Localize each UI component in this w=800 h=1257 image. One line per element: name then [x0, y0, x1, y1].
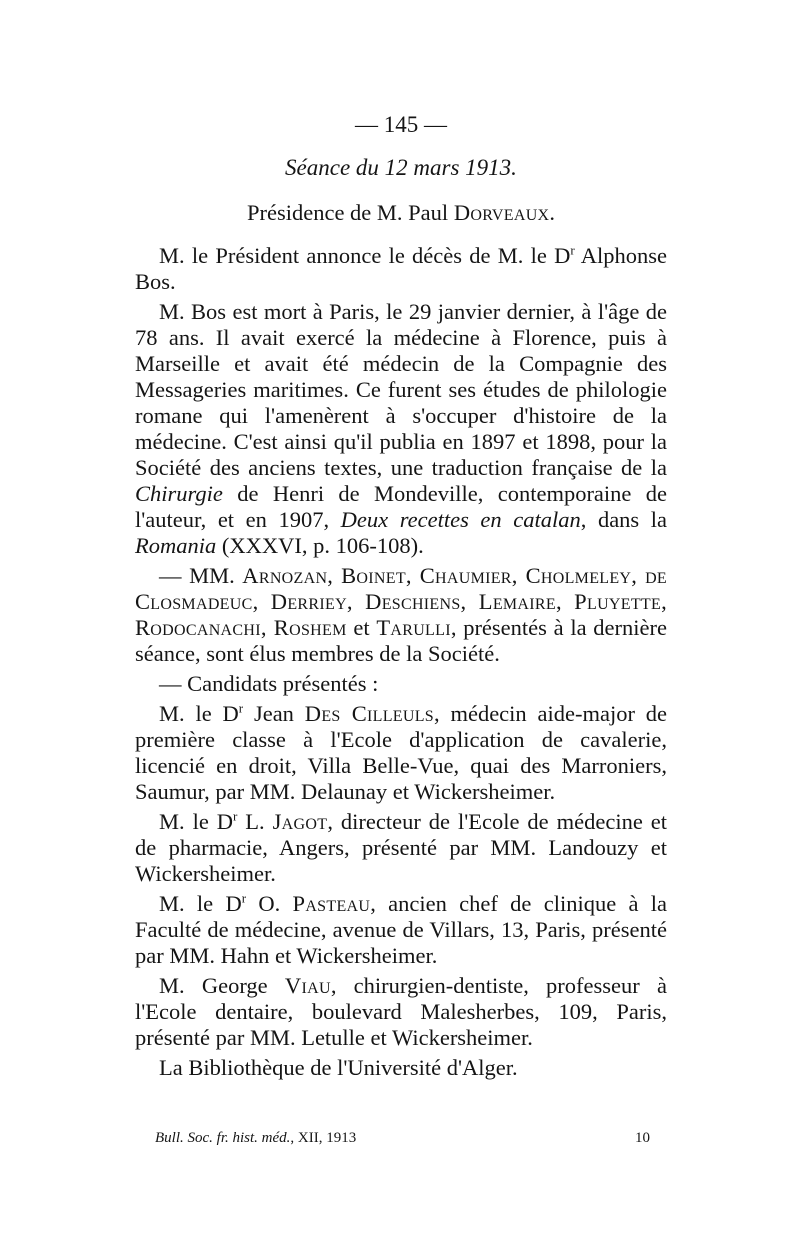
text-span: O.: [246, 891, 293, 916]
text-span: , chirurgien-dentiste, professeur à l'Ecole dentaire, boulevard Malesherbes, 109, Paris, présenté par MM. Letulle et Wickersheimer.: [135, 973, 667, 1050]
member-names: Tarulli: [376, 615, 451, 640]
text-span: M. le D: [159, 891, 242, 916]
text-span: M. le D: [159, 701, 239, 726]
text-span: , présentés à la dernière séance, sont élus membres de la Société.: [135, 615, 667, 666]
text-span: L.: [237, 809, 273, 834]
work-title: Chirurgie: [135, 481, 223, 506]
text-span: — MM.: [159, 563, 243, 588]
text-span: M. le Président annonce le décès de M. le D: [159, 243, 571, 268]
journal-title: Romania: [135, 533, 217, 558]
citation-journal: Bull. Soc. fr. hist. méd.: [155, 1130, 291, 1146]
text-span: , dans la: [580, 507, 667, 532]
session-title: Séance du 12 mars 1913.: [285, 155, 517, 180]
candidate-name: Viau: [284, 973, 331, 998]
superscript: r: [570, 242, 575, 258]
text-span: et: [346, 615, 377, 640]
paragraph-candidate-3: [135, 891, 667, 969]
presidence-suffix: .: [549, 200, 556, 225]
superscript: r: [241, 890, 247, 906]
text-span: Alphonse Bos.: [135, 243, 667, 294]
work-title: Deux recettes en catalan: [340, 507, 581, 532]
president-name: Dorveaux: [453, 200, 550, 225]
presidence-prefix: Présidence de M. Paul: [246, 200, 454, 225]
candidate-name: Pasteau: [292, 891, 371, 916]
paragraph-candidate-4: [135, 973, 667, 1051]
paragraph-candidate-5: La Bibliothèque de l'Université d'Alger.: [159, 1055, 518, 1080]
text-span: , médecin aide-major de première classe à l'Ecole d'application de cavalerie, licencié en droit, Villa Belle-Vue, quai des Marroniers, Saumur, par MM. Delaunay et Wickersheimer.: [135, 701, 668, 804]
candidate-name: Jagot: [272, 809, 328, 834]
page-number: — 145 —: [355, 112, 447, 137]
text-span: Jean: [243, 701, 305, 726]
text-span: , ancien chef de clinique à la Faculté de médecine, avenue de Villars, 13, Paris, présenté par MM. Hahn et Wickersheimer.: [135, 891, 667, 968]
text-span: M. Bos est mort à Paris, le 29 janvier dernier, à l'âge de 78 ans. Il avait exercé la médecine à Florence, puis à Marseille et avait été médecin de la Compagnie des Messageries maritimes. Ce furent ses études de philologie romane qui l'amenèrent à s'occuper d'histoire de la médecine. C'est ainsi qu'il publia en 1897 et 1898, pour la Société des anciens textes, une traduction française de la: [135, 299, 667, 480]
footer-sheet-number: 10: [635, 1130, 650, 1146]
citation-volume: , XII, 1913: [290, 1130, 357, 1146]
text-span: M. George: [159, 973, 285, 998]
paragraph-candidate-2: [135, 809, 667, 887]
text-span: de Henri de Mondeville, contemporaine de l'auteur, et en 1907,: [135, 481, 667, 532]
superscript: r: [233, 808, 238, 824]
member-names: Arnozan, Boinet, Chaumier, Cholmeley, de Closmadeuc, Derriey, Deschiens, Lemaire, Pluyette, Rodocanachi, Roshem: [135, 563, 667, 640]
text-span: (XXXVI, p. 106-108).: [216, 533, 424, 558]
paragraph-obituary: [135, 299, 667, 559]
footer-citation: [155, 1130, 356, 1147]
paragraph-announcement: [135, 243, 667, 295]
candidate-name: Des Cilleuls: [304, 701, 434, 726]
superscript: r: [238, 700, 244, 716]
body-text: [135, 243, 667, 1085]
text-span: , directeur de l'Ecole de médecine et de pharmacie, Angers, présenté par MM. Landouzy et Wickersheimer.: [135, 809, 667, 886]
presidence-line: [135, 200, 667, 226]
paragraph-candidate-1: [135, 701, 667, 805]
paragraph-elections: [135, 563, 667, 667]
paragraph-candidates-heading: — Candidats présentés :: [159, 671, 379, 696]
page-footer: [155, 1130, 650, 1147]
text-span: M. le D: [159, 809, 234, 834]
